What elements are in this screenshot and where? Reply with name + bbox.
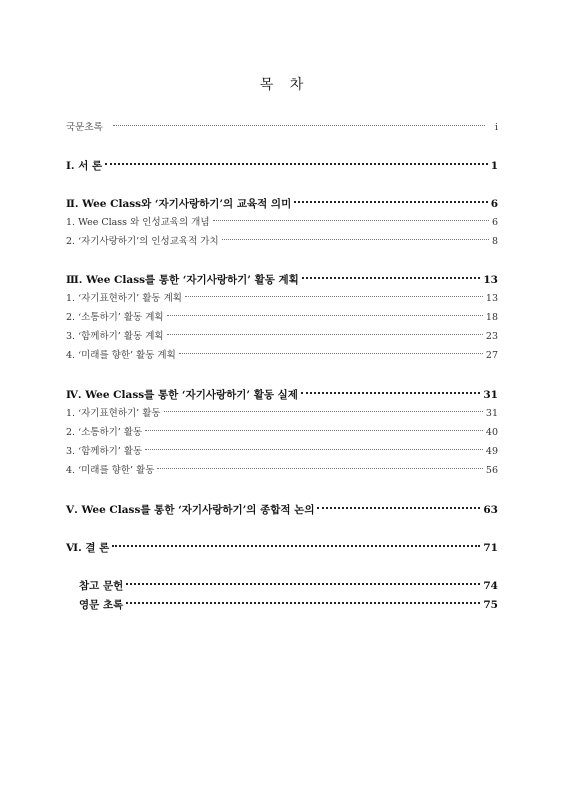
toc-section-2-1[interactable] <box>66 216 498 230</box>
dot-leader <box>113 125 485 126</box>
toc-chapter-page: 31 <box>483 389 498 401</box>
toc-section-page: 13 <box>485 293 498 304</box>
toc-chapter-4[interactable] <box>66 388 498 402</box>
dot-leader <box>164 411 483 412</box>
toc-chapter-page: 13 <box>483 274 498 286</box>
toc-chapter-label: Ⅵ. 결 론 <box>66 542 110 554</box>
dot-leader <box>112 545 480 547</box>
toc-section-page: 8 <box>491 236 498 247</box>
toc-entry-label: 영문 초록 <box>79 599 124 611</box>
dot-leader <box>302 277 481 279</box>
toc-chapter-1[interactable] <box>66 159 498 173</box>
toc-section-page: 31 <box>485 408 498 419</box>
toc-section-3-3[interactable] <box>66 330 498 344</box>
dot-leader <box>185 296 483 297</box>
toc-section-3-1[interactable] <box>66 292 498 306</box>
toc-section-label: 4. ‘미래를 향한’ 활동 <box>66 465 155 476</box>
dot-leader <box>105 163 488 165</box>
dot-leader <box>126 602 480 604</box>
toc-section-label: 3. ‘함께하기’ 활동 <box>66 446 143 457</box>
toc-chapter-2[interactable] <box>66 197 498 211</box>
dot-leader <box>157 468 483 469</box>
dot-leader <box>167 334 483 335</box>
toc-chapter-page: 6 <box>490 198 498 210</box>
toc-section-page: 18 <box>485 312 498 323</box>
toc-section-label: 1. Wee Class 와 인성교육의 개념 <box>66 217 210 228</box>
dot-leader <box>213 220 489 221</box>
toc-chapter-label: Ⅰ. 서 론 <box>66 160 103 172</box>
toc-section-page: 27 <box>485 350 498 361</box>
toc-entry-abstract-english[interactable] <box>79 598 498 612</box>
toc-entry-label: 국문초록 <box>66 122 103 133</box>
dot-leader <box>294 201 487 203</box>
toc-section-label: 2. ‘자기사랑하기’의 인성교육적 가치 <box>66 236 219 247</box>
toc-section-4-1[interactable] <box>66 407 498 421</box>
toc-section-label: 4. ‘미래를 향한’ 활동 계획 <box>66 350 176 361</box>
toc-section-4-2[interactable] <box>66 426 498 440</box>
toc-section-page: 49 <box>485 446 498 457</box>
toc-entry-references[interactable] <box>79 579 498 593</box>
toc-entry-page: 74 <box>483 580 498 592</box>
toc-chapter-page: 71 <box>483 542 498 554</box>
dot-leader <box>145 430 483 431</box>
toc-entry-label: 참고 문헌 <box>79 580 124 592</box>
toc-entry-page: i <box>494 122 498 133</box>
toc-section-label: 1. ‘자기표현하기’ 활동 계획 <box>66 293 182 304</box>
toc-section-2-2[interactable] <box>66 235 498 249</box>
toc-entry-page: 75 <box>483 599 498 611</box>
toc-chapter-page: 1 <box>490 160 498 172</box>
toc-section-4-4[interactable] <box>66 464 498 478</box>
toc-chapter-page: 63 <box>483 504 498 516</box>
toc-section-label: 2. ‘소통하기’ 활동 계획 <box>66 312 164 323</box>
toc-chapter-5[interactable] <box>66 503 498 517</box>
dot-leader <box>126 583 480 585</box>
toc-section-label: 1. ‘자기표현하기’ 활동 <box>66 408 161 419</box>
dot-leader <box>222 239 489 240</box>
toc-section-label: 2. ‘소통하기’ 활동 <box>66 427 143 438</box>
toc-chapter-6[interactable] <box>66 541 498 555</box>
toc-section-label: 3. ‘함께하기’ 활동 계획 <box>66 331 164 342</box>
toc-chapter-label: Ⅱ. Wee Class와 ‘자기사랑하기’의 교육적 의미 <box>66 198 292 210</box>
toc-chapter-label: Ⅳ. Wee Class를 통한 ‘자기사랑하기’ 활동 실제 <box>66 389 298 401</box>
toc-chapter-label: Ⅲ. Wee Class를 통한 ‘자기사랑하기’ 활동 계획 <box>66 274 299 286</box>
toc-section-page: 40 <box>485 427 498 438</box>
page-title: 목 차 <box>259 77 310 93</box>
toc-section-page: 56 <box>485 465 498 476</box>
dot-leader <box>167 315 483 316</box>
dot-leader <box>145 449 483 450</box>
dot-leader <box>317 507 480 509</box>
dot-leader <box>179 353 483 354</box>
toc-entry-abstract-korean[interactable] <box>66 121 498 135</box>
toc-section-page: 23 <box>485 331 498 342</box>
dot-leader <box>301 392 480 394</box>
toc-chapter-3[interactable] <box>66 273 498 287</box>
toc-section-page: 6 <box>491 217 498 228</box>
toc-chapter-label: Ⅴ. Wee Class를 통한 ‘자기사랑하기’의 종합적 논의 <box>66 504 315 516</box>
toc-section-3-2[interactable] <box>66 311 498 325</box>
toc-section-4-3[interactable] <box>66 445 498 459</box>
toc-section-3-4[interactable] <box>66 349 498 363</box>
